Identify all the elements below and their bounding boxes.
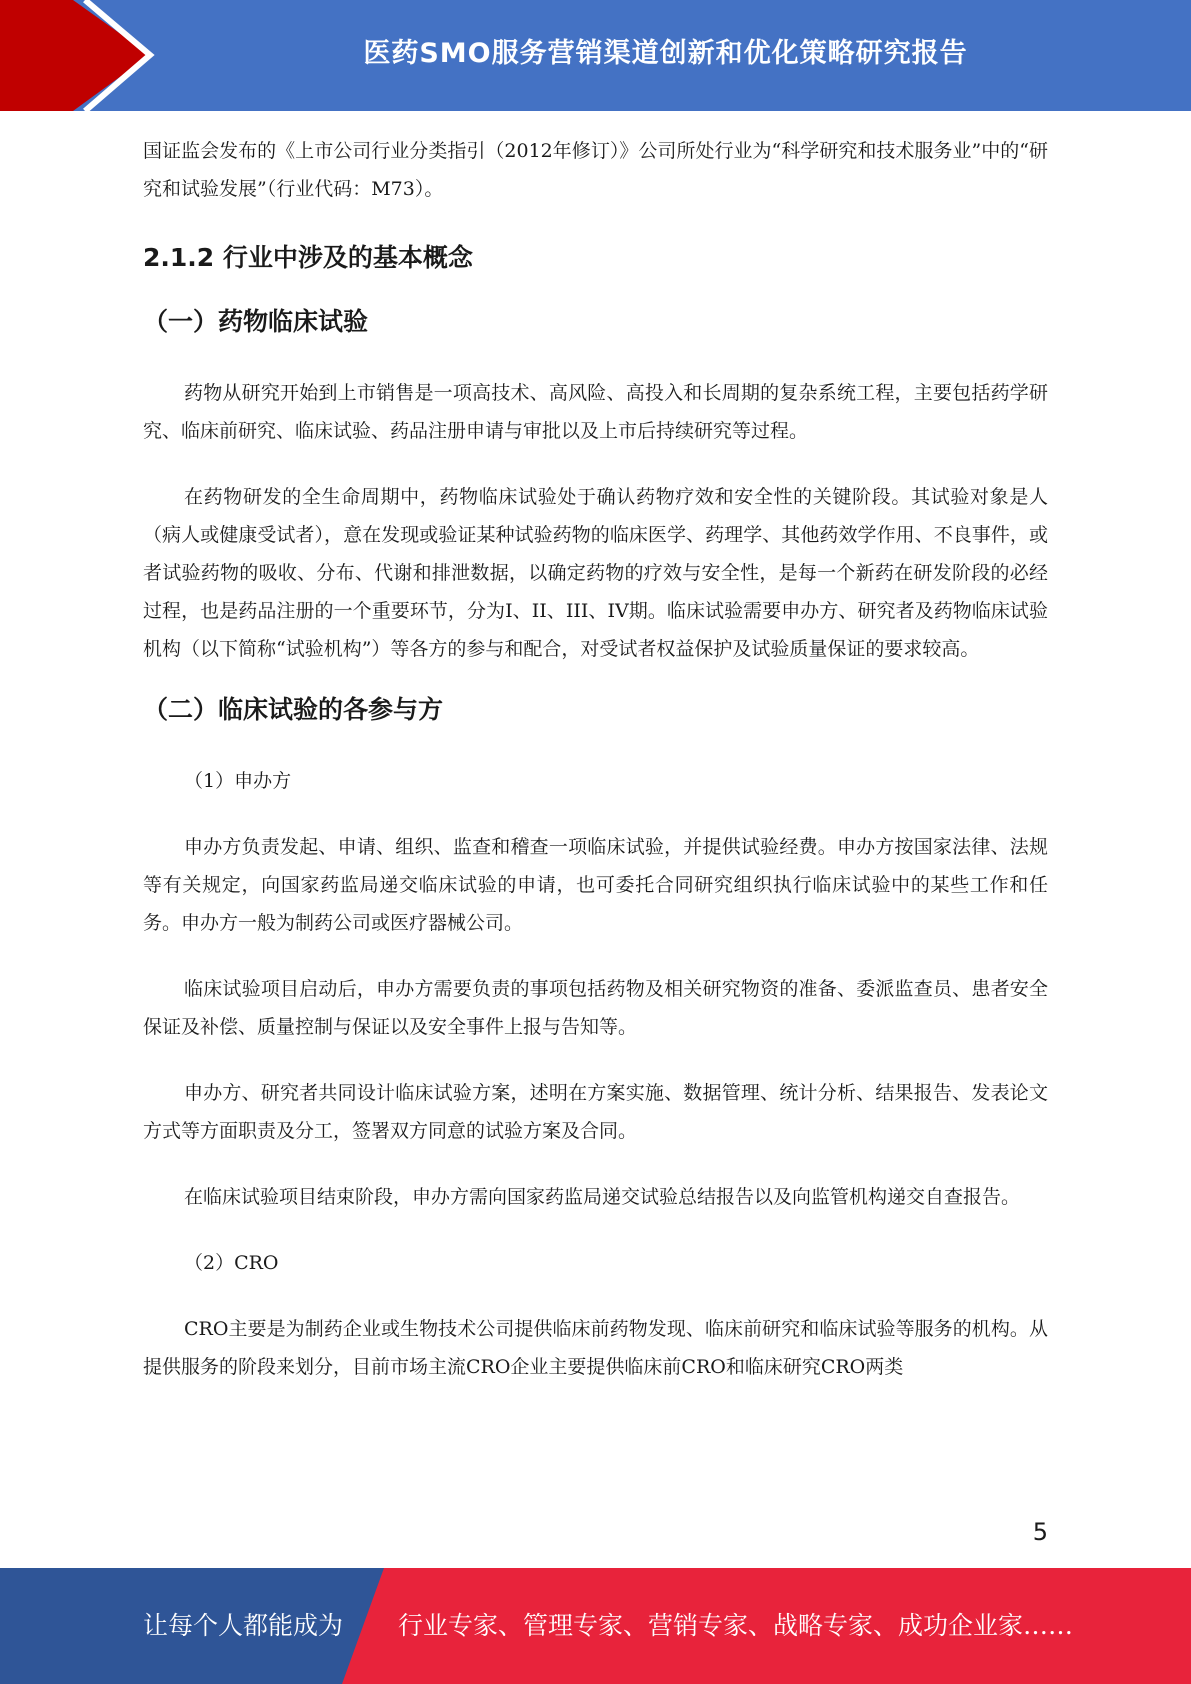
list-item-cro: （2）CRO xyxy=(184,1252,279,1274)
footer-slogan-left: 让每个人都能成为 xyxy=(143,1611,344,1640)
page-number: 5 xyxy=(1032,1518,1048,1546)
document-body xyxy=(143,132,1048,1386)
paragraph: 临床试验项目启动后，申办方需要负责的事项包括药物及相关研究物资的准备、委派监查员、患者安全保证及补偿、质量控制与保证以及安全事件上报与告知等。 xyxy=(143,978,1048,1038)
intro-paragraph: 国证监会发布的《上市公司行业分类指引（2012年修订）》公司所处行业为“科学研究和技术服务业”中的“研究和试验发展”（行业代码：M73）。 xyxy=(143,140,1048,200)
paragraph: 在药物研发的全生命周期中，药物临床试验处于确认药物疗效和安全性的关键阶段。其试验对象是人（病人或健康受试者），意在发现或验证某种试验药物的临床医学、药理学、其他药效学作用、不良事件，或者试验药物的吸收、分布、代谢和排泄数据，以确定药物的疗效与安全性，是每一个新药在研发阶段的必经过程，也是药品注册的一个重要环节，分为I、II、III、IV期。临床试验需要申办方、研究者及药物临床试验机构（以下简称“试验机构”）等各方的参与和配合，对受试者权益保护及试验质量保证的要求较高。 xyxy=(143,486,1048,660)
subheading-drug-trials: （一）药物临床试验 xyxy=(143,307,369,336)
paragraph: 申办方、研究者共同设计临床试验方案，述明在方案实施、数据管理、统计分析、结果报告、发表论文方式等方面职责及分工，签署双方同意的试验方案及合同。 xyxy=(143,1082,1048,1142)
subheading-trial-parties: （二）临床试验的各参与方 xyxy=(143,695,444,724)
report-title: 医药SMO服务营销渠道创新和优化策略研究报告 xyxy=(363,37,968,69)
paragraph: 申办方负责发起、申请、组织、监查和稽查一项临床试验，并提供试验经费。申办方按国家法律、法规等有关规定，向国家药监局递交临床试验的申请，也可委托合同研究组织执行临床试验中的某些工作和任务。申办方一般为制药公司或医疗器械公司。 xyxy=(143,836,1048,934)
page-footer xyxy=(0,1568,1191,1684)
page-header xyxy=(0,0,1191,111)
list-item-sponsor: （1）申办方 xyxy=(184,770,292,792)
paragraph: CRO主要是为制药企业或生物技术公司提供临床前药物发现、临床前研究和临床试验等服务的机构。从提供服务的阶段来划分，目前市场主流CRO企业主要提供临床前CRO和临床研究CRO两类 xyxy=(143,1318,1048,1378)
paragraph: 药物从研究开始到上市销售是一项高技术、高风险、高投入和长周期的复杂系统工程，主要包括药学研究、临床前研究、临床试验、药品注册申请与审批以及上市后持续研究等过程。 xyxy=(143,382,1048,442)
footer-slogan-right: 行业专家、管理专家、营销专家、战略专家、成功企业家…… xyxy=(398,1611,1074,1640)
paragraph: 在临床试验项目结束阶段，申办方需向国家药监局递交试验总结报告以及向监管机构递交自查报告。 xyxy=(184,1186,1021,1208)
section-heading: 2.1.2 行业中涉及的基本概念 xyxy=(143,243,473,272)
